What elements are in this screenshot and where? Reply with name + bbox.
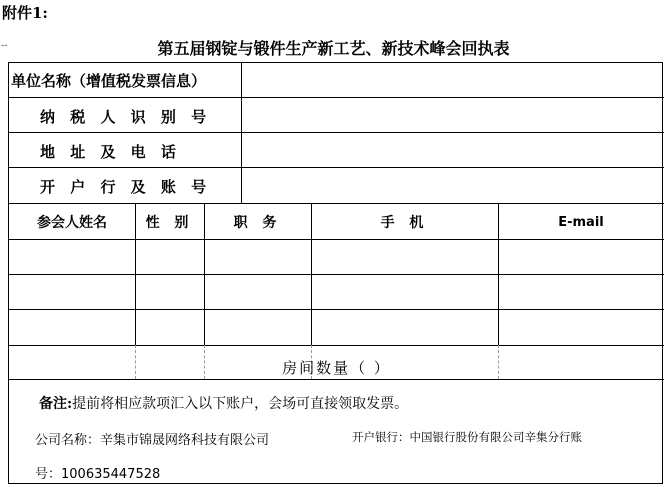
label-column-divider [241,63,242,203]
header-position: 职 务 [233,215,282,231]
address-phone-label: 地 址 及 电 话 [40,143,181,161]
note-label: 备注: [39,396,73,412]
row-divider [9,203,664,204]
attachment-label: 附件1: [2,4,48,22]
header-attendee-name: 参会人姓名 [37,215,107,231]
row-divider [9,97,664,98]
row-divider [9,239,664,240]
header-gender: 性 别 [145,215,194,231]
row-divider [9,345,664,346]
room-count-label: 房间数量（ ） [282,359,391,377]
row-divider [9,167,664,168]
row-divider [9,309,664,310]
account-number-line: 号：100635447528 [35,467,161,482]
bank-account-label: 开 户 行 及 账 号 [40,178,212,196]
unit-name-label: 单位名称（增值税发票信息） [11,72,207,90]
form-title: 第五届钢锭与锻件生产新工艺、新技术峰会回执表 [157,39,510,58]
header-email: E-mail [558,215,604,230]
note-line [39,393,408,413]
row-divider [9,274,664,275]
header-mobile: 手 机 [380,215,429,231]
tax-id-label: 纳 税 人 识 别 号 [40,108,212,126]
bank-line: 开户银行：中国银行股份有限公司辛集分行账 [352,430,582,444]
row-divider [9,132,664,133]
row-divider [9,379,664,380]
company-name-line: 公司名称：辛集市锦晟网络科技有限公司 [35,433,270,448]
receipt-form-table [8,62,663,484]
table-move-handle-icon[interactable]: ↔ [1,41,8,50]
note-text: 提前将相应款项汇入以下账户，会场可直接领取发票。 [72,396,409,412]
